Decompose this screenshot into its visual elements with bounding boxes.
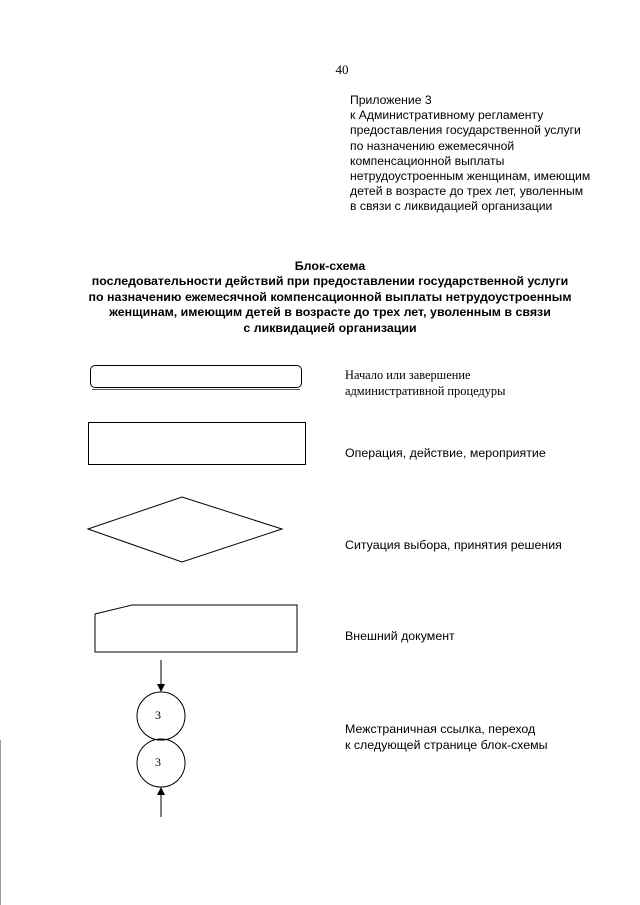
decision-diamond-shape (88, 497, 282, 562)
title-line: последовательности действий при предоставлении государственной услуги (91, 274, 569, 289)
terminator-label-line2: административной процедуры (345, 384, 506, 398)
terminator-label-line1: Начало или завершение (345, 368, 471, 382)
connector-label-line1: Межстраничная ссылка, переход (345, 722, 536, 736)
page-number: 40 (335, 62, 349, 77)
document-label: Внешний документ (345, 629, 455, 643)
connector-circle-bottom (137, 739, 185, 787)
title-line: женщинам, имеющим детей в возрасте до трех лет, уволенным в связи (109, 305, 551, 320)
title-line: Блок-схема (294, 259, 366, 273)
document-shape (95, 605, 297, 652)
scan-edge-line (0, 740, 1, 905)
appendix-line: компенсационной выплаты (350, 153, 505, 168)
connector-number-bottom: 3 (155, 755, 161, 769)
connector-label (345, 721, 548, 753)
incoming-arrowhead (157, 684, 165, 692)
connector-circle-top (137, 692, 185, 740)
title-line: с ликвидацией организации (243, 320, 417, 335)
appendix-line: к Административному регламенту (350, 108, 544, 123)
appendix-line: в связи с ликвидацией организации (350, 199, 553, 214)
appendix-line: Приложение 3 (350, 93, 432, 107)
title-line: по назначению ежемесячной компенсационной выплаты нетрудоустроенным (88, 289, 572, 304)
appendix-line: по назначению ежемесячной (350, 138, 515, 153)
decision-label: Ситуация выбора, принятия решения (345, 538, 562, 552)
connector-label-line2: к следующей странице блок-схемы (345, 738, 548, 752)
appendix-line: детей в возрасте до трех лет, уволенным (350, 184, 584, 199)
outgoing-arrowhead (157, 787, 165, 795)
process-label: Операция, действие, мероприятие (345, 446, 546, 460)
appendix-line: нетрудоустроенным женщинам, имеющим (350, 169, 591, 184)
appendix-line: предоставления государственной услуги (350, 123, 581, 138)
connector-number-top: 3 (155, 708, 161, 722)
